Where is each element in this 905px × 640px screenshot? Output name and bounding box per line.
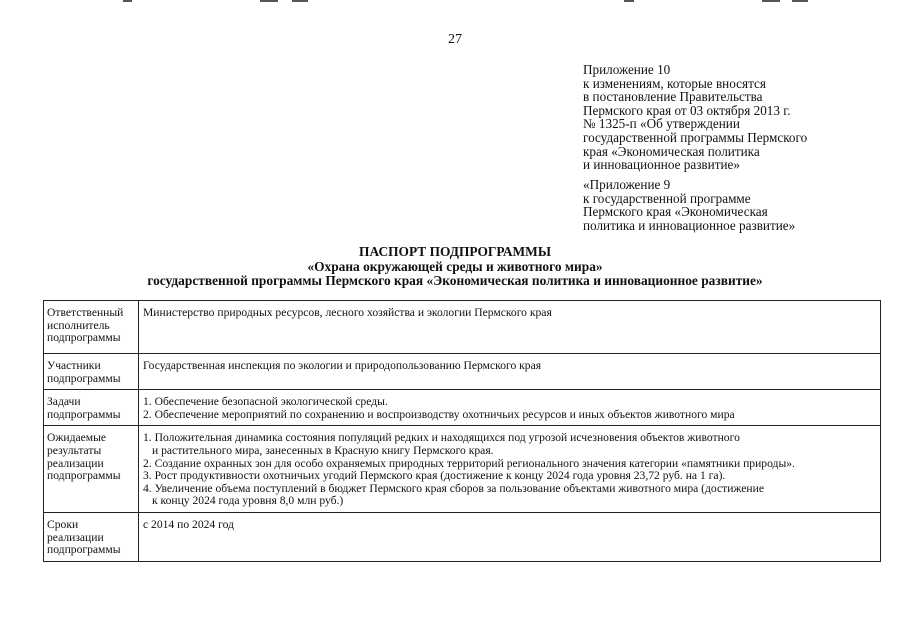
appendix-header (583, 63, 883, 172)
table-row (44, 301, 881, 354)
row-content (139, 390, 881, 426)
content-line: и растительного мира, занесенных в Красную книгу Пермского края. (152, 443, 494, 457)
content-line: 1. Обеспечение безопасной экологической среды. (143, 395, 388, 409)
row-content (139, 301, 881, 354)
appendix-inner-line: к государственной программе (583, 190, 751, 206)
content-line: к концу 2024 года уровня 8,0 млн руб.) (152, 494, 344, 508)
appendix-inner-line: политика и инновационное развитие» (583, 217, 796, 233)
title-line-3: государственной программы Пермского края «Экономическая политика и инновационное развитие» (147, 273, 763, 288)
content-line: 2. Создание охранных зон для особо охраняемых природных территорий регионального значения категории «памятники природы». (143, 456, 795, 470)
table-row (44, 426, 881, 513)
content-line: 2. Обеспечение мероприятий по сохранению и воспроизводству охотничьих ресурсов и иных объектов животного мира (143, 407, 735, 421)
appendix-inner-line: «Приложение 9 (583, 177, 671, 192)
title-line-1: ПАСПОРТ ПОДПРОГРАММЫ (359, 244, 551, 259)
title-line-2: «Охрана окружающей среды и животного мира» (307, 258, 603, 274)
appendix-line: государственной программы Пермского (583, 129, 808, 145)
appendix-line: Пермского края от 03 октября 2013 г. (583, 102, 791, 118)
row-label: Задачи подпрограммы (44, 390, 139, 426)
content-line: 3. Рост продуктивности охотничьих угодий Пермского края (достижение к концу 2024 года уровня 23,72 руб. на 1 га). (143, 469, 726, 483)
row-content (139, 512, 881, 561)
page-number: 27 (448, 32, 462, 47)
row-label: Ожидаемые результаты реализации подпрограммы (44, 426, 139, 513)
row-label: Сроки реализации подпрограммы (44, 512, 139, 561)
content-line: Государственная инспекция по экологии и природопользованию Пермского края (143, 359, 542, 372)
content-line: 4. Увеличение объема поступлений в бюджет Пермского края сборов за пользование объектами животного мира (достижение (143, 481, 764, 495)
row-content (139, 426, 881, 513)
document-title (30, 245, 880, 289)
appendix-line: в постановление Правительства (583, 89, 763, 105)
passport-table (43, 300, 881, 562)
table-row (44, 390, 881, 426)
appendix-inner-line: Пермского края «Экономическая (583, 204, 768, 220)
table-row (44, 354, 881, 390)
scan-top-marks (0, 0, 905, 3)
appendix-inner-header (583, 178, 883, 232)
content-line: с 2014 по 2024 год (143, 517, 234, 531)
content-line: 1. Положительная динамика состояния популяций редких и находящихся под угрозой исчезновения объектов животного (143, 431, 740, 445)
content-line: Министерство природных ресурсов, лесного хозяйства и экологии Пермского края (143, 306, 552, 319)
row-label: Участники подпрограммы (44, 354, 139, 390)
appendix-line: края «Экономическая политика (583, 143, 760, 159)
appendix-line: № 1325-п «Об утверждении (583, 116, 740, 132)
appendix-line: и инновационное развитие» (583, 157, 740, 173)
table-row (44, 512, 881, 561)
row-label: Ответственный исполнитель подпрограммы (44, 301, 139, 354)
appendix-line: Приложение 10 (583, 62, 671, 77)
appendix-line: к изменениям, которые вносятся (583, 75, 766, 91)
row-content (139, 354, 881, 390)
